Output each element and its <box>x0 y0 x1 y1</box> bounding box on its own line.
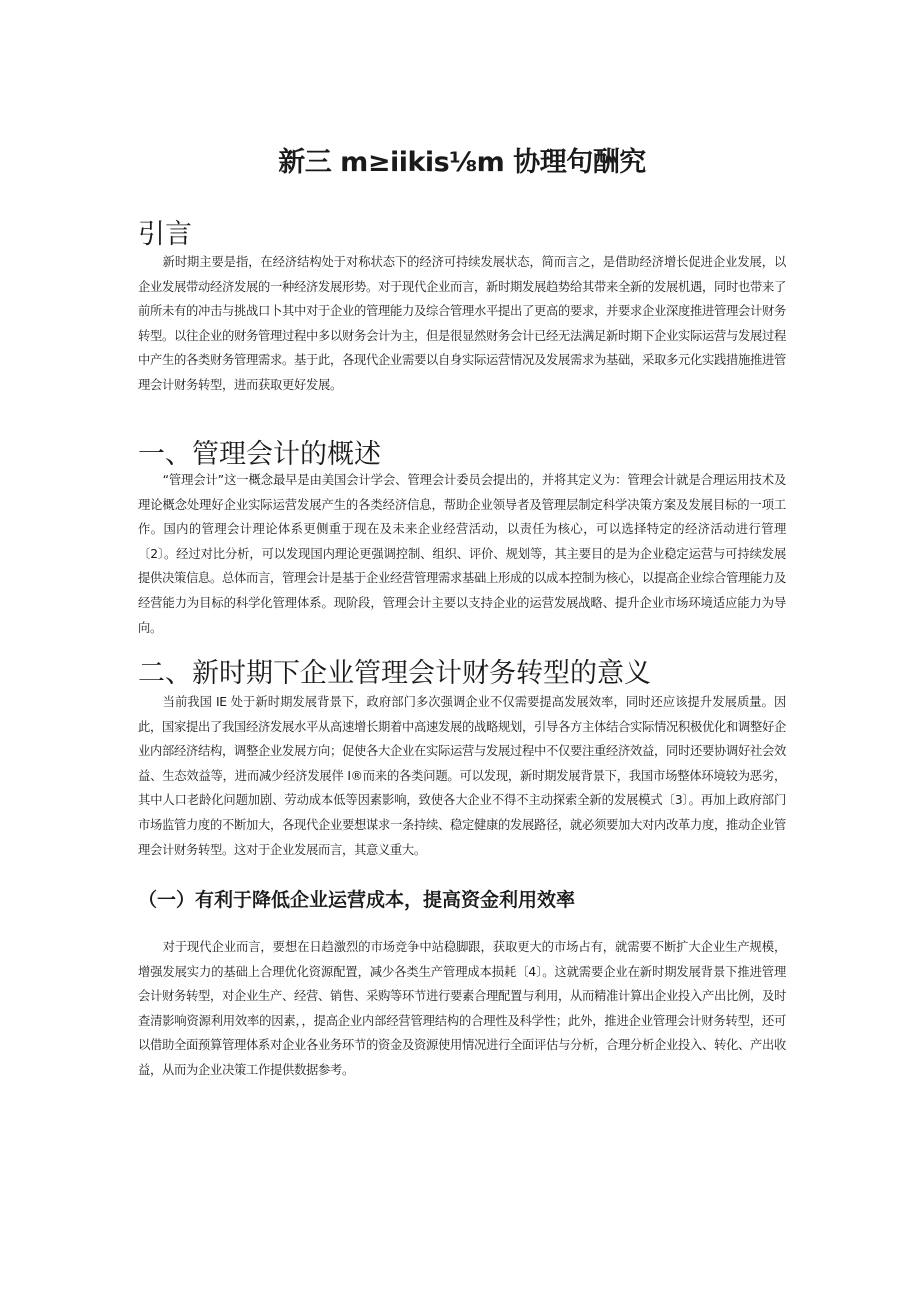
paragraph-significance: 当前我国 IE 处于新时期发展背景下，政府部门多次强调企业不仅需要提高发展效率，同时还应该提升发展质量。因此，国家提出了我国经济发展水平从高速增长期着中高速发展的战略规划，引导各方主体结合实际情况积极优化和调整好企业内部经济结构，调整企业发展方向；促使各大企业在实际运营与发展过程中不仅要注重经济效益，同时还要协调好社会效益、生态效益等，进而减少经济发展伴 I®而来的各类问题。可以发现，新时期发展背景下，我国市场整体环境较为恶劣，其中人口老龄化问题加剧、劳动成本低等因素影响，致使各大企业不得不主动探索全新的发展模式〔3〕。再加上政府部门市场监管力度的不断加大，各现代企业要想谋求一条持续、稳定健康的发展路径，就必须要加大对内改革力度，推动企业管理会计财务转型。这对于企业发展而言，其意义重大。 <box>138 695 786 857</box>
section-heading-introduction: 引言 <box>138 219 192 251</box>
subsection-heading-cost-reduction: （一）有利于降低企业运营成本，提高资金利用效率 <box>138 889 576 911</box>
paragraph-cost-reduction: 对于现代企业而言，要想在日趋激烈的市场竞争中站稳脚跟，获取更大的市场占有，就需要不断扩大企业生产规模，增强发展实力的基础上合理优化资源配置，减少各类生产管理成本损耗〔4〕。这就需要企业在新时期发展背景下推进管理会计财务转型，对企业生产、经营、销售、采购等环节进行要素合理配置与利用，从而精准计算出企业投入产出比例，及时查清影响资源利用效率的因素，，提高企业内部经营管理结构的合理性及科学性；此外，推进企业管理会计财务转型，还可以借助全面预算管理体系对企业各业务环节的资金及资源使用情况进行全面评估与分析，合理分析企业投入、转化、产出收益，从而为企业决策工作提供数据参考。 <box>138 940 786 1077</box>
paragraph-overview: “管理会计”这一概念最早是由美国会计学会、管理会计委员会提出的，并将其定义为：管理会计就是合理运用技术及理论概念处理好企业实际运营发展产生的各类经济信息，帮助企业领导者及管理层制定科学决策方案及发展目标的一项工作。国内的管理会计理论体系更侧重于现在及未来企业经营活动，以责任为核心，可以选择特定的经济活动进行管理〔2〕。经过对比分析，可以发现国内理论更强调控制、组织、评价、规划等，其主要目的是为企业稳定运营与可持续发展提供决策信息。总体而言，管理会计是基于企业经营管理需求基础上形成的以成本控制为核心，以提高企业综合管理能力及经营能力为目标的科学化管理体系。现阶段，管理会计主要以支持企业的运营发展战略、提升企业市场环境适应能力为导向。 <box>138 473 786 635</box>
section-heading-significance: 二、新时期下企业管理会计财务转型的意义 <box>138 658 651 690</box>
paragraph-introduction: 新时期主要是指，在经济结构处于对称状态下的经济可持续发展状态，简而言之，是借助经济增长促进企业发展，以企业发展带动经济发展的一种经济发展形势。对于现代企业而言，新时期发展趋势给其带来全新的发展机遇，同时也带来了前所未有的冲击与挑战口卜其中对于企业的管理能力及综合管理水平提出了更高的要求，并要求企业深度推进管理会计财务转型。以往企业的财务管理过程中多以财务会计为主，但是很显然财务会计已经无法满足新时期下企业实际运营与发展过程中产生的各类财务管理需求。基于此，各现代企业需要以自身实际运营情况及发展需求为基础，采取多元化实践措施推进管理会计财务转型，进而获取更好发展。 <box>138 255 786 392</box>
section-heading-overview: 一、管理会计的概述 <box>138 439 381 471</box>
document-title: 新三 m≥iikis⅛m 协理句酬究 <box>278 147 646 179</box>
